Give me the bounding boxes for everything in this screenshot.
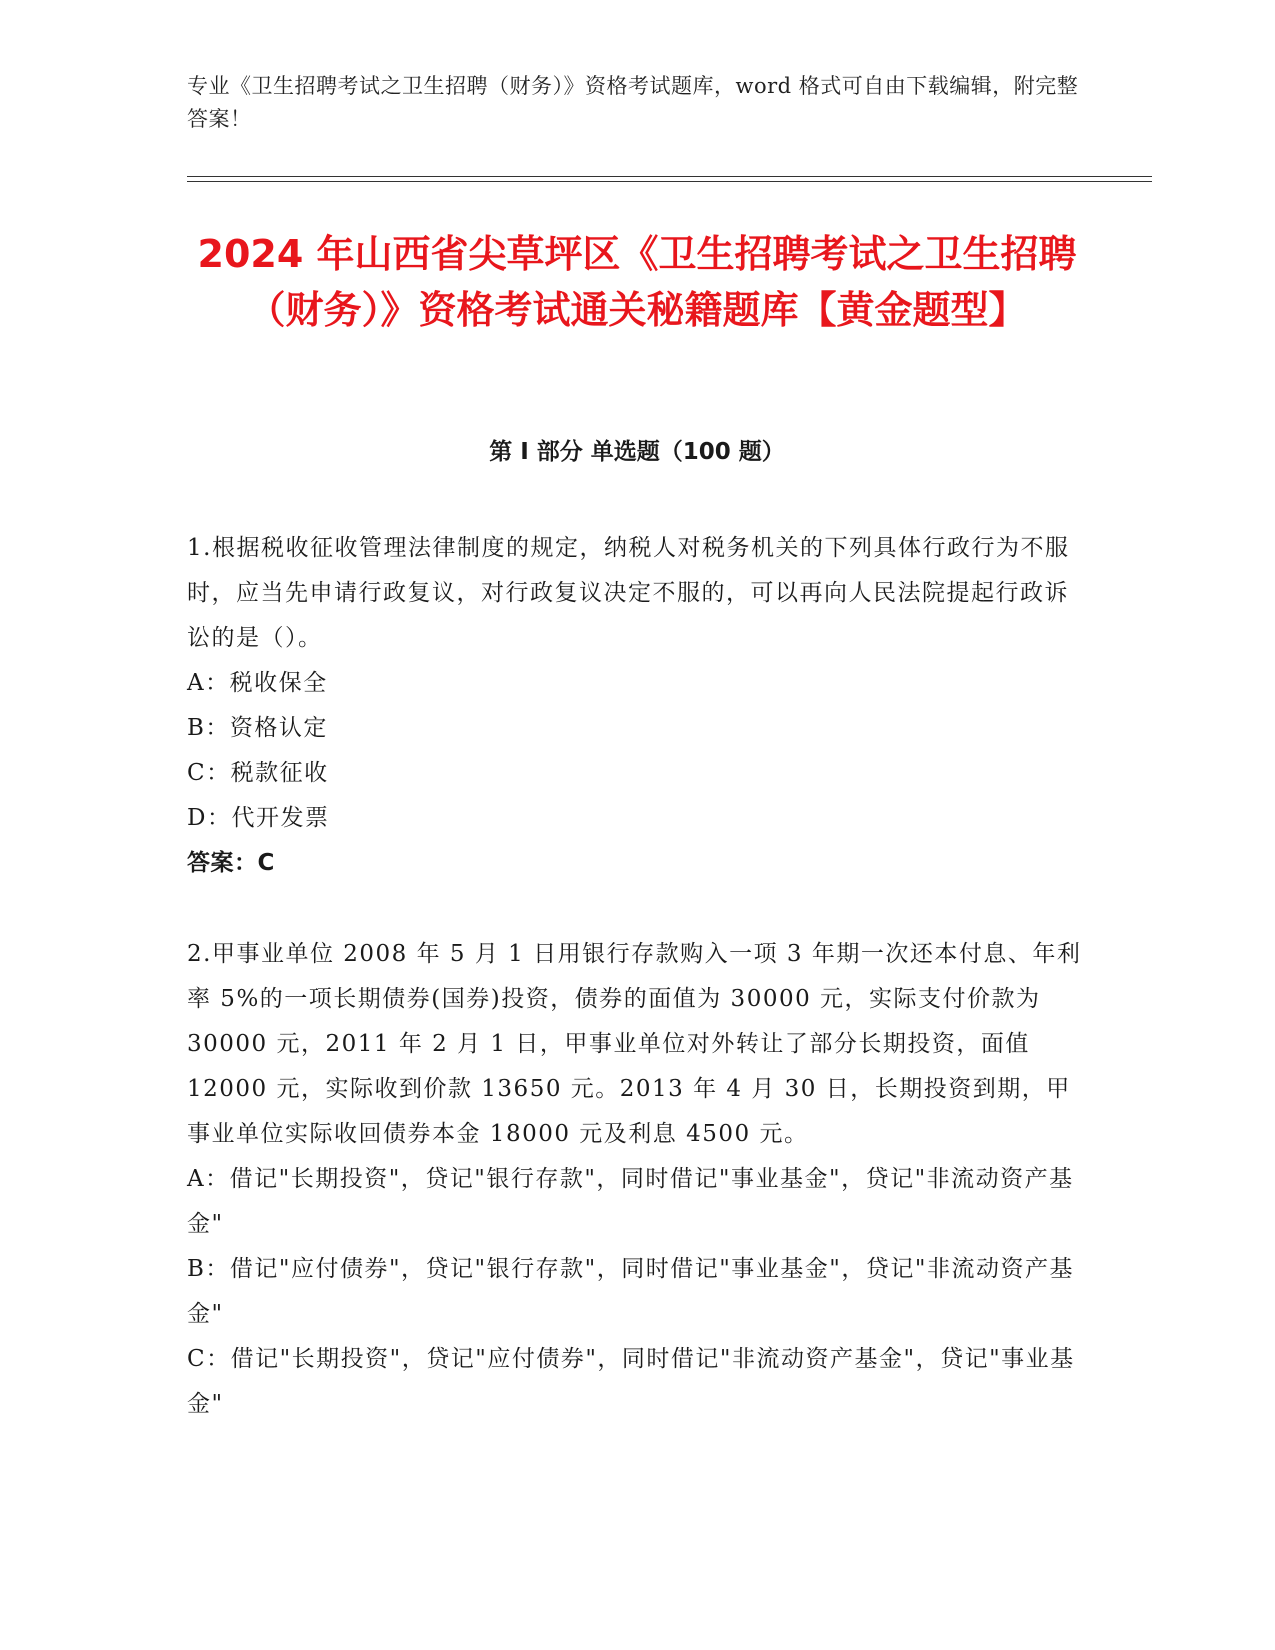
option-a: A：借记"长期投资"，贷记"银行存款"，同时借记"事业基金"，贷记"非流动资产基金" [187, 1166, 1074, 1237]
document-title: 2024 年山西省尖草坪区《卫生招聘考试之卫生招聘（财务）》资格考试通关秘籍题库【黄金题型】 [197, 232, 1077, 332]
header-divider-bottom [187, 181, 1152, 182]
question-stem: 2.甲事业单位 2008 年 5 月 1 日用银行存款购入一项 3 年期一次还本付息、年利率 5%的一项长期债券(国券)投资，债券的面值为 30000 元，实际支付价款为 30000 元，2011 年 2 月 1 日，甲事业单位对外转让了部分长期投资，面值 12000 元，实际收到价款 13650 元。2013 年 4 月 30 日，长期投资到期，甲事业单位实际收回债券本金 18000 元及利息 4500 元。 [187, 941, 1082, 1147]
option-c: C：借记"长期投资"，贷记"应付债券"，同时借记"非流动资产基金"，贷记"事业基金" [187, 1346, 1075, 1417]
question-stem: 1.根据税收征收管理法律制度的规定，纳税人对税务机关的下列具体行政行为不服时，应当先申请行政复议，对行政复议决定不服的，可以再向人民法院提起行政诉讼的是（）。 [187, 535, 1070, 651]
question-block [187, 526, 1087, 886]
section-title: 第 I 部分 单选题（100 题） [489, 439, 785, 465]
question-block [187, 932, 1087, 1427]
option-c: C：税款征收 [187, 760, 329, 786]
header-divider-top [187, 176, 1152, 177]
header-note: 专业《卫生招聘考试之卫生招聘（财务）》资格考试题库，word 格式可自由下载编辑，附完整答案！ [187, 74, 1079, 131]
option-a: A：税收保全 [187, 670, 328, 696]
answer-line: 答案：C [187, 850, 275, 876]
option-b: B：资格认定 [187, 715, 328, 741]
option-d: D：代开发票 [187, 805, 330, 831]
option-b: B：借记"应付债券"，贷记"银行存款"，同时借记"事业基金"，贷记"非流动资产基金" [187, 1256, 1074, 1327]
